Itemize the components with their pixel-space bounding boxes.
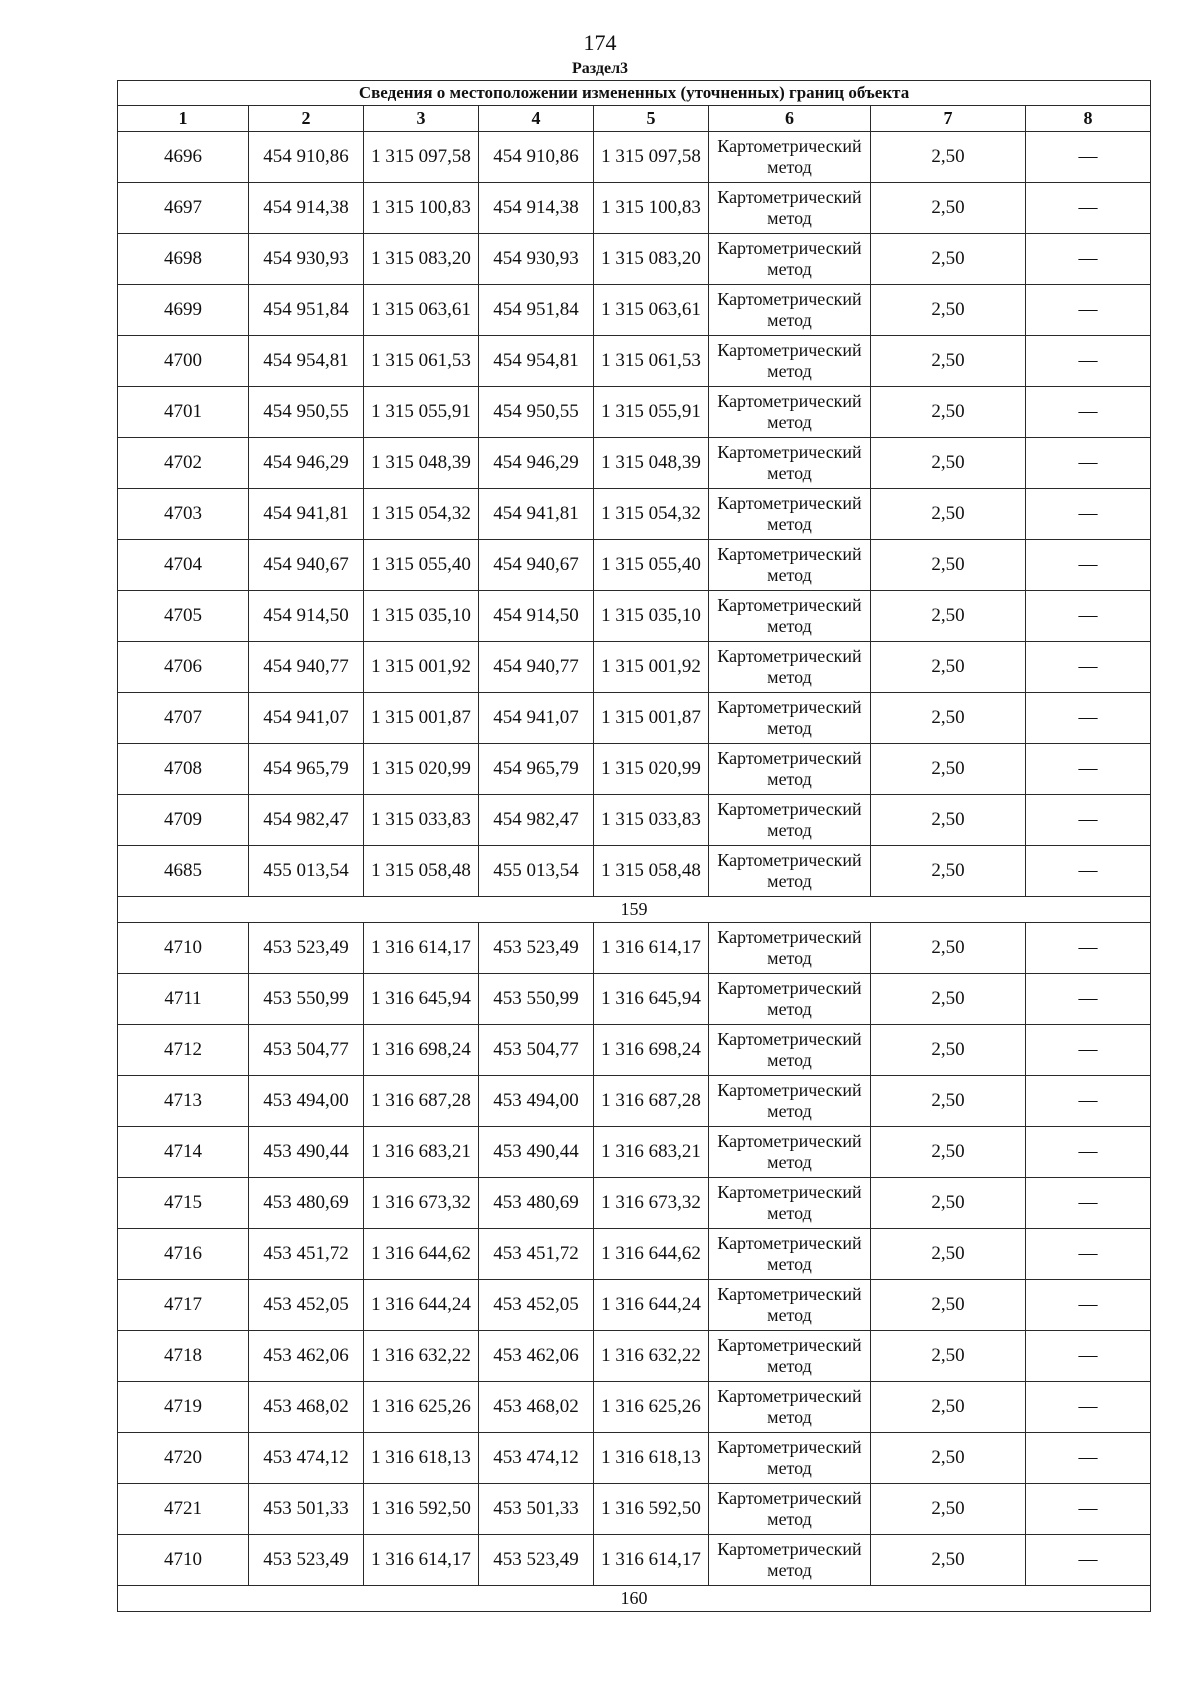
- cell-col-1: 4697: [118, 183, 249, 234]
- cell-col-5: 1 315 048,39: [594, 438, 709, 489]
- cell-col-4: 454 940,77: [479, 642, 594, 693]
- cell-col-2: 454 914,50: [249, 591, 364, 642]
- cell-col-7: 2,50: [871, 744, 1026, 795]
- cell-col-4: 454 941,81: [479, 489, 594, 540]
- cell-col-8: —: [1026, 1127, 1151, 1178]
- cell-col-4: 454 954,81: [479, 336, 594, 387]
- cell-col-2: 454 965,79: [249, 744, 364, 795]
- cell-col-3: 1 315 055,40: [364, 540, 479, 591]
- table-caption-row: [118, 81, 1151, 106]
- cell-col-8: —: [1026, 1280, 1151, 1331]
- cell-col-2: 453 474,12: [249, 1433, 364, 1484]
- cell-col-3: 1 316 632,22: [364, 1331, 479, 1382]
- cell-col-5: 1 315 001,87: [594, 693, 709, 744]
- cell-col-6: Картометрический метод: [709, 1280, 871, 1331]
- cell-col-8: —: [1026, 1331, 1151, 1382]
- cell-col-5: 1 316 645,94: [594, 974, 709, 1025]
- cell-col-8: —: [1026, 132, 1151, 183]
- cell-col-7: 2,50: [871, 1535, 1026, 1586]
- cell-col-4: 453 480,69: [479, 1178, 594, 1229]
- cell-col-3: 1 316 687,28: [364, 1076, 479, 1127]
- cell-col-4: 454 946,29: [479, 438, 594, 489]
- cell-col-6: Картометрический метод: [709, 795, 871, 846]
- cell-col-2: 453 504,77: [249, 1025, 364, 1076]
- cell-col-1: 4706: [118, 642, 249, 693]
- cell-col-7: 2,50: [871, 1382, 1026, 1433]
- cell-col-7: 2,50: [871, 234, 1026, 285]
- cell-col-1: 4699: [118, 285, 249, 336]
- cell-col-3: 1 315 048,39: [364, 438, 479, 489]
- cell-col-3: 1 316 698,24: [364, 1025, 479, 1076]
- cell-col-1: 4712: [118, 1025, 249, 1076]
- table-body: [118, 132, 1151, 1612]
- cell-col-6: Картометрический метод: [709, 387, 871, 438]
- cell-col-5: 1 315 001,92: [594, 642, 709, 693]
- cell-col-7: 2,50: [871, 591, 1026, 642]
- cell-col-5: 1 316 632,22: [594, 1331, 709, 1382]
- cell-col-6: Картометрический метод: [709, 1382, 871, 1433]
- cell-col-3: 1 315 058,48: [364, 846, 479, 897]
- cell-col-3: 1 315 083,20: [364, 234, 479, 285]
- cell-col-5: 1 316 698,24: [594, 1025, 709, 1076]
- cell-col-8: —: [1026, 1178, 1151, 1229]
- cell-col-1: 4718: [118, 1331, 249, 1382]
- group-label-row: [118, 897, 1151, 923]
- cell-col-7: 2,50: [871, 438, 1026, 489]
- cell-col-1: 4713: [118, 1076, 249, 1127]
- group-label-row: [118, 1586, 1151, 1612]
- cell-col-3: 1 315 033,83: [364, 795, 479, 846]
- cell-col-4: 453 494,00: [479, 1076, 594, 1127]
- cell-col-6: Картометрический метод: [709, 1535, 871, 1586]
- cell-col-8: —: [1026, 1229, 1151, 1280]
- column-number-row: [118, 106, 1151, 132]
- table-row: [118, 591, 1151, 642]
- cell-col-4: 454 950,55: [479, 387, 594, 438]
- cell-col-2: 455 013,54: [249, 846, 364, 897]
- table-row: [118, 974, 1151, 1025]
- cell-col-2: 453 480,69: [249, 1178, 364, 1229]
- cell-col-2: 454 940,77: [249, 642, 364, 693]
- cell-col-5: 1 315 100,83: [594, 183, 709, 234]
- cell-col-1: 4716: [118, 1229, 249, 1280]
- cell-col-2: 453 468,02: [249, 1382, 364, 1433]
- table-row: [118, 1025, 1151, 1076]
- cell-col-2: 453 451,72: [249, 1229, 364, 1280]
- table-caption: Сведения о местоположении измененных (уточненных) границ объекта: [118, 81, 1151, 106]
- cell-col-5: 1 316 673,32: [594, 1178, 709, 1229]
- cell-col-4: 453 523,49: [479, 923, 594, 974]
- cell-col-8: —: [1026, 923, 1151, 974]
- cell-col-6: Картометрический метод: [709, 744, 871, 795]
- table-row: [118, 693, 1151, 744]
- cell-col-4: 454 914,38: [479, 183, 594, 234]
- page-number: 174: [583, 30, 617, 55]
- cell-col-8: —: [1026, 438, 1151, 489]
- cell-col-3: 1 315 020,99: [364, 744, 479, 795]
- cell-col-2: 454 946,29: [249, 438, 364, 489]
- cell-col-7: 2,50: [871, 846, 1026, 897]
- cell-col-8: —: [1026, 1382, 1151, 1433]
- cell-col-1: 4714: [118, 1127, 249, 1178]
- cell-col-1: 4702: [118, 438, 249, 489]
- cell-col-3: 1 315 061,53: [364, 336, 479, 387]
- cell-col-8: —: [1026, 591, 1151, 642]
- cell-col-7: 2,50: [871, 693, 1026, 744]
- cell-col-2: 453 494,00: [249, 1076, 364, 1127]
- cell-col-2: 453 501,33: [249, 1484, 364, 1535]
- cell-col-8: —: [1026, 234, 1151, 285]
- table-row: [118, 1076, 1151, 1127]
- cell-col-5: 1 315 061,53: [594, 336, 709, 387]
- cell-col-5: 1 315 083,20: [594, 234, 709, 285]
- cell-col-8: —: [1026, 693, 1151, 744]
- cell-col-6: Картометрический метод: [709, 489, 871, 540]
- cell-col-2: 454 982,47: [249, 795, 364, 846]
- cell-col-8: —: [1026, 540, 1151, 591]
- cell-col-6: Картометрический метод: [709, 336, 871, 387]
- cell-col-7: 2,50: [871, 1229, 1026, 1280]
- cell-col-7: 2,50: [871, 1484, 1026, 1535]
- cell-col-1: 4720: [118, 1433, 249, 1484]
- table-row: [118, 1484, 1151, 1535]
- table-row: [118, 540, 1151, 591]
- cell-col-5: 1 316 644,62: [594, 1229, 709, 1280]
- cell-col-1: 4709: [118, 795, 249, 846]
- cell-col-2: 454 940,67: [249, 540, 364, 591]
- cell-col-3: 1 316 644,62: [364, 1229, 479, 1280]
- cell-col-5: 1 316 625,26: [594, 1382, 709, 1433]
- table-row: [118, 795, 1151, 846]
- column-number-6: 6: [709, 106, 871, 132]
- cell-col-4: 454 982,47: [479, 795, 594, 846]
- cell-col-6: Картометрический метод: [709, 591, 871, 642]
- cell-col-7: 2,50: [871, 923, 1026, 974]
- cell-col-4: 453 501,33: [479, 1484, 594, 1535]
- cell-col-5: 1 316 644,24: [594, 1280, 709, 1331]
- cell-col-7: 2,50: [871, 795, 1026, 846]
- cell-col-6: Картометрический метод: [709, 1433, 871, 1484]
- boundary-coordinates-table: [117, 80, 1151, 1612]
- cell-col-8: —: [1026, 974, 1151, 1025]
- cell-col-6: Картометрический метод: [709, 1127, 871, 1178]
- cell-col-1: 4707: [118, 693, 249, 744]
- cell-col-1: 4701: [118, 387, 249, 438]
- cell-col-2: 454 950,55: [249, 387, 364, 438]
- cell-col-6: Картометрический метод: [709, 132, 871, 183]
- column-number-2: 2: [249, 106, 364, 132]
- cell-col-6: Картометрический метод: [709, 1229, 871, 1280]
- section-title: Раздел3: [571, 60, 629, 77]
- cell-col-6: Картометрический метод: [709, 923, 871, 974]
- cell-col-8: —: [1026, 1025, 1151, 1076]
- cell-col-1: 4685: [118, 846, 249, 897]
- cell-col-2: 454 954,81: [249, 336, 364, 387]
- table-row: [118, 489, 1151, 540]
- cell-col-4: 454 965,79: [479, 744, 594, 795]
- cell-col-3: 1 316 644,24: [364, 1280, 479, 1331]
- table-row: [118, 1178, 1151, 1229]
- cell-col-5: 1 315 055,91: [594, 387, 709, 438]
- table-row: [118, 132, 1151, 183]
- cell-col-4: 454 941,07: [479, 693, 594, 744]
- table-row: [118, 438, 1151, 489]
- cell-col-4: 453 523,49: [479, 1535, 594, 1586]
- group-label: 160: [118, 1586, 1151, 1612]
- cell-col-4: 453 474,12: [479, 1433, 594, 1484]
- cell-col-5: 1 316 592,50: [594, 1484, 709, 1535]
- cell-col-4: 454 910,86: [479, 132, 594, 183]
- cell-col-7: 2,50: [871, 285, 1026, 336]
- column-number-7: 7: [871, 106, 1026, 132]
- cell-col-2: 454 930,93: [249, 234, 364, 285]
- cell-col-2: 453 462,06: [249, 1331, 364, 1382]
- cell-col-5: 1 315 035,10: [594, 591, 709, 642]
- cell-col-5: 1 316 614,17: [594, 1535, 709, 1586]
- cell-col-6: Картометрический метод: [709, 693, 871, 744]
- cell-col-4: 453 550,99: [479, 974, 594, 1025]
- cell-col-4: 453 490,44: [479, 1127, 594, 1178]
- cell-col-3: 1 315 100,83: [364, 183, 479, 234]
- cell-col-6: Картометрический метод: [709, 1484, 871, 1535]
- cell-col-3: 1 315 054,32: [364, 489, 479, 540]
- cell-col-7: 2,50: [871, 1331, 1026, 1382]
- table-row: [118, 1127, 1151, 1178]
- cell-col-2: 453 490,44: [249, 1127, 364, 1178]
- cell-col-3: 1 315 063,61: [364, 285, 479, 336]
- group-label: 159: [118, 897, 1151, 923]
- cell-col-4: 454 930,93: [479, 234, 594, 285]
- cell-col-2: 454 914,38: [249, 183, 364, 234]
- cell-col-3: 1 316 673,32: [364, 1178, 479, 1229]
- cell-col-5: 1 315 097,58: [594, 132, 709, 183]
- cell-col-8: —: [1026, 183, 1151, 234]
- table-row: [118, 285, 1151, 336]
- cell-col-7: 2,50: [871, 387, 1026, 438]
- cell-col-6: Картометрический метод: [709, 846, 871, 897]
- table-row: [118, 1433, 1151, 1484]
- table-row: [118, 387, 1151, 438]
- table-row: [118, 1331, 1151, 1382]
- cell-col-3: 1 316 614,17: [364, 923, 479, 974]
- table-row: [118, 923, 1151, 974]
- cell-col-6: Картометрический метод: [709, 438, 871, 489]
- cell-col-1: 4705: [118, 591, 249, 642]
- cell-col-8: —: [1026, 1484, 1151, 1535]
- cell-col-4: 454 951,84: [479, 285, 594, 336]
- cell-col-8: —: [1026, 642, 1151, 693]
- cell-col-6: Картометрический метод: [709, 285, 871, 336]
- cell-col-8: —: [1026, 1535, 1151, 1586]
- cell-col-8: —: [1026, 846, 1151, 897]
- cell-col-1: 4719: [118, 1382, 249, 1433]
- cell-col-3: 1 316 683,21: [364, 1127, 479, 1178]
- cell-col-3: 1 315 097,58: [364, 132, 479, 183]
- column-number-1: 1: [118, 106, 249, 132]
- cell-col-7: 2,50: [871, 540, 1026, 591]
- column-number-5: 5: [594, 106, 709, 132]
- cell-col-4: 453 451,72: [479, 1229, 594, 1280]
- cell-col-1: 4710: [118, 1535, 249, 1586]
- cell-col-8: —: [1026, 744, 1151, 795]
- cell-col-5: 1 315 054,32: [594, 489, 709, 540]
- table-row: [118, 1229, 1151, 1280]
- cell-col-1: 4704: [118, 540, 249, 591]
- cell-col-1: 4717: [118, 1280, 249, 1331]
- cell-col-2: 454 951,84: [249, 285, 364, 336]
- cell-col-4: 453 452,05: [479, 1280, 594, 1331]
- cell-col-1: 4715: [118, 1178, 249, 1229]
- cell-col-8: —: [1026, 489, 1151, 540]
- cell-col-7: 2,50: [871, 132, 1026, 183]
- cell-col-3: 1 316 592,50: [364, 1484, 479, 1535]
- cell-col-4: 453 504,77: [479, 1025, 594, 1076]
- cell-col-6: Картометрический метод: [709, 1025, 871, 1076]
- cell-col-5: 1 315 058,48: [594, 846, 709, 897]
- table-row: [118, 642, 1151, 693]
- table-row: [118, 183, 1151, 234]
- cell-col-8: —: [1026, 285, 1151, 336]
- cell-col-8: —: [1026, 1433, 1151, 1484]
- cell-col-6: Картометрический метод: [709, 974, 871, 1025]
- cell-col-5: 1 316 687,28: [594, 1076, 709, 1127]
- table-row: [118, 744, 1151, 795]
- cell-col-8: —: [1026, 336, 1151, 387]
- cell-col-6: Картометрический метод: [709, 183, 871, 234]
- table-row: [118, 846, 1151, 897]
- cell-col-4: 453 468,02: [479, 1382, 594, 1433]
- cell-col-7: 2,50: [871, 183, 1026, 234]
- table-row: [118, 1280, 1151, 1331]
- cell-col-7: 2,50: [871, 1025, 1026, 1076]
- cell-col-5: 1 315 020,99: [594, 744, 709, 795]
- cell-col-2: 454 941,07: [249, 693, 364, 744]
- cell-col-8: —: [1026, 1076, 1151, 1127]
- cell-col-3: 1 315 035,10: [364, 591, 479, 642]
- cell-col-3: 1 315 001,87: [364, 693, 479, 744]
- column-number-3: 3: [364, 106, 479, 132]
- cell-col-8: —: [1026, 387, 1151, 438]
- cell-col-7: 2,50: [871, 1127, 1026, 1178]
- column-number-8: 8: [1026, 106, 1151, 132]
- cell-col-3: 1 315 055,91: [364, 387, 479, 438]
- cell-col-7: 2,50: [871, 1178, 1026, 1229]
- cell-col-4: 455 013,54: [479, 846, 594, 897]
- cell-col-7: 2,50: [871, 1280, 1026, 1331]
- cell-col-1: 4696: [118, 132, 249, 183]
- cell-col-3: 1 316 645,94: [364, 974, 479, 1025]
- cell-col-3: 1 316 625,26: [364, 1382, 479, 1433]
- cell-col-1: 4711: [118, 974, 249, 1025]
- cell-col-5: 1 315 055,40: [594, 540, 709, 591]
- cell-col-2: 453 452,05: [249, 1280, 364, 1331]
- cell-col-6: Картометрический метод: [709, 1331, 871, 1382]
- cell-col-3: 1 316 618,13: [364, 1433, 479, 1484]
- cell-col-5: 1 316 618,13: [594, 1433, 709, 1484]
- cell-col-1: 4698: [118, 234, 249, 285]
- cell-col-2: 454 941,81: [249, 489, 364, 540]
- cell-col-5: 1 315 033,83: [594, 795, 709, 846]
- cell-col-2: 453 550,99: [249, 974, 364, 1025]
- cell-col-2: 453 523,49: [249, 923, 364, 974]
- cell-col-1: 4700: [118, 336, 249, 387]
- cell-col-7: 2,50: [871, 1433, 1026, 1484]
- cell-col-7: 2,50: [871, 642, 1026, 693]
- cell-col-6: Картометрический метод: [709, 234, 871, 285]
- cell-col-4: 454 940,67: [479, 540, 594, 591]
- cell-col-7: 2,50: [871, 336, 1026, 387]
- cell-col-2: 453 523,49: [249, 1535, 364, 1586]
- cell-col-4: 454 914,50: [479, 591, 594, 642]
- column-number-4: 4: [479, 106, 594, 132]
- cell-col-2: 454 910,86: [249, 132, 364, 183]
- table-row: [118, 1382, 1151, 1433]
- table-row: [118, 336, 1151, 387]
- cell-col-1: 4721: [118, 1484, 249, 1535]
- cell-col-5: 1 316 614,17: [594, 923, 709, 974]
- table-row: [118, 234, 1151, 285]
- table-row: [118, 1535, 1151, 1586]
- cell-col-6: Картометрический метод: [709, 1076, 871, 1127]
- cell-col-8: —: [1026, 795, 1151, 846]
- cell-col-6: Картометрический метод: [709, 1178, 871, 1229]
- cell-col-1: 4710: [118, 923, 249, 974]
- cell-col-7: 2,50: [871, 974, 1026, 1025]
- cell-col-3: 1 316 614,17: [364, 1535, 479, 1586]
- cell-col-1: 4708: [118, 744, 249, 795]
- cell-col-5: 1 315 063,61: [594, 285, 709, 336]
- cell-col-6: Картометрический метод: [709, 540, 871, 591]
- cell-col-1: 4703: [118, 489, 249, 540]
- cell-col-4: 453 462,06: [479, 1331, 594, 1382]
- cell-col-7: 2,50: [871, 489, 1026, 540]
- cell-col-3: 1 315 001,92: [364, 642, 479, 693]
- cell-col-6: Картометрический метод: [709, 642, 871, 693]
- cell-col-7: 2,50: [871, 1076, 1026, 1127]
- cell-col-5: 1 316 683,21: [594, 1127, 709, 1178]
